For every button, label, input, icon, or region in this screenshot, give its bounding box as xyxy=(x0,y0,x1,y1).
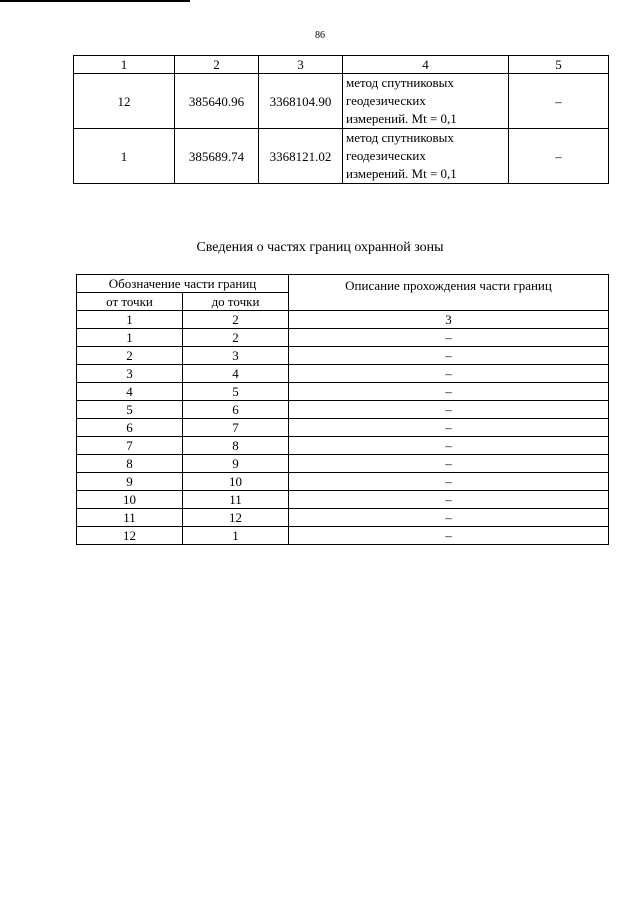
to-point: 8 xyxy=(183,437,289,455)
column-number: 3 xyxy=(289,311,609,329)
table-row xyxy=(77,491,609,509)
table-row xyxy=(77,347,609,365)
column-number: 1 xyxy=(77,311,183,329)
part-description: – xyxy=(289,383,609,401)
to-point: 2 xyxy=(183,329,289,347)
column-number: 3 xyxy=(259,56,343,74)
table-header-row xyxy=(74,56,609,74)
table-row xyxy=(77,365,609,383)
table-row xyxy=(77,509,609,527)
designation-header: Обозначение части границ xyxy=(77,275,289,293)
to-point: 4 xyxy=(183,365,289,383)
to-point: 3 xyxy=(183,347,289,365)
coordinate-y: 3368121.02 xyxy=(259,129,343,184)
from-point: 6 xyxy=(77,419,183,437)
from-point: 3 xyxy=(77,365,183,383)
column-number: 2 xyxy=(175,56,259,74)
to-point: 9 xyxy=(183,455,289,473)
from-point: 1 xyxy=(77,329,183,347)
coordinate-x: 385689.74 xyxy=(175,129,259,184)
column-number: 4 xyxy=(343,56,509,74)
from-point: 12 xyxy=(77,527,183,545)
scan-edge-mark xyxy=(0,0,190,2)
to-point: 10 xyxy=(183,473,289,491)
method-line: метод спутниковых xyxy=(346,75,454,90)
method-line: метод спутниковых xyxy=(346,130,454,145)
to-point: 5 xyxy=(183,383,289,401)
part-description: – xyxy=(289,473,609,491)
from-point: 9 xyxy=(77,473,183,491)
part-description: – xyxy=(289,437,609,455)
to-point: 7 xyxy=(183,419,289,437)
table-row xyxy=(77,527,609,545)
part-description: – xyxy=(289,347,609,365)
to-point: 12 xyxy=(183,509,289,527)
point-number: 12 xyxy=(74,74,175,129)
coordinate-x: 385640.96 xyxy=(175,74,259,129)
from-point: 10 xyxy=(77,491,183,509)
column-number: 1 xyxy=(74,56,175,74)
part-description: – xyxy=(289,455,609,473)
coordinates-table xyxy=(73,55,609,184)
table-row xyxy=(77,419,609,437)
table-row xyxy=(77,437,609,455)
part-description: – xyxy=(289,491,609,509)
boundary-parts-table xyxy=(76,274,609,545)
page-number: 86 xyxy=(315,30,325,41)
method-line: геодезических xyxy=(346,148,426,163)
from-point: 2 xyxy=(77,347,183,365)
measurement-method xyxy=(343,129,509,184)
table-row xyxy=(77,401,609,419)
column-number: 5 xyxy=(509,56,609,74)
from-point: 4 xyxy=(77,383,183,401)
to-point: 6 xyxy=(183,401,289,419)
method-line: измерений. Mt = 0,1 xyxy=(346,166,457,181)
to-point: 1 xyxy=(183,527,289,545)
table-row xyxy=(77,329,609,347)
part-description: – xyxy=(289,401,609,419)
table-row xyxy=(77,383,609,401)
from-point: 8 xyxy=(77,455,183,473)
note-cell: – xyxy=(509,129,609,184)
from-point: 11 xyxy=(77,509,183,527)
table-row xyxy=(74,74,609,129)
method-line: геодезических xyxy=(346,93,426,108)
description-header: Описание прохождения части границ xyxy=(289,275,609,311)
part-description: – xyxy=(289,329,609,347)
point-number: 1 xyxy=(74,129,175,184)
measurement-method xyxy=(343,74,509,129)
from-point: 7 xyxy=(77,437,183,455)
part-description: – xyxy=(289,527,609,545)
to-point: 11 xyxy=(183,491,289,509)
part-description: – xyxy=(289,365,609,383)
section-title: Сведения о частях границ охранной зоны xyxy=(196,240,444,255)
note-cell: – xyxy=(509,74,609,129)
method-line: измерений. Mt = 0,1 xyxy=(346,111,457,126)
part-description: – xyxy=(289,509,609,527)
coordinate-y: 3368104.90 xyxy=(259,74,343,129)
column-number: 2 xyxy=(183,311,289,329)
table-row xyxy=(74,129,609,184)
table-header-row xyxy=(77,275,609,293)
from-point-header: от точки xyxy=(77,293,183,311)
from-point: 5 xyxy=(77,401,183,419)
table-row xyxy=(77,473,609,491)
to-point-header: до точки xyxy=(183,293,289,311)
column-index-row xyxy=(77,311,609,329)
part-description: – xyxy=(289,419,609,437)
table-row xyxy=(77,455,609,473)
